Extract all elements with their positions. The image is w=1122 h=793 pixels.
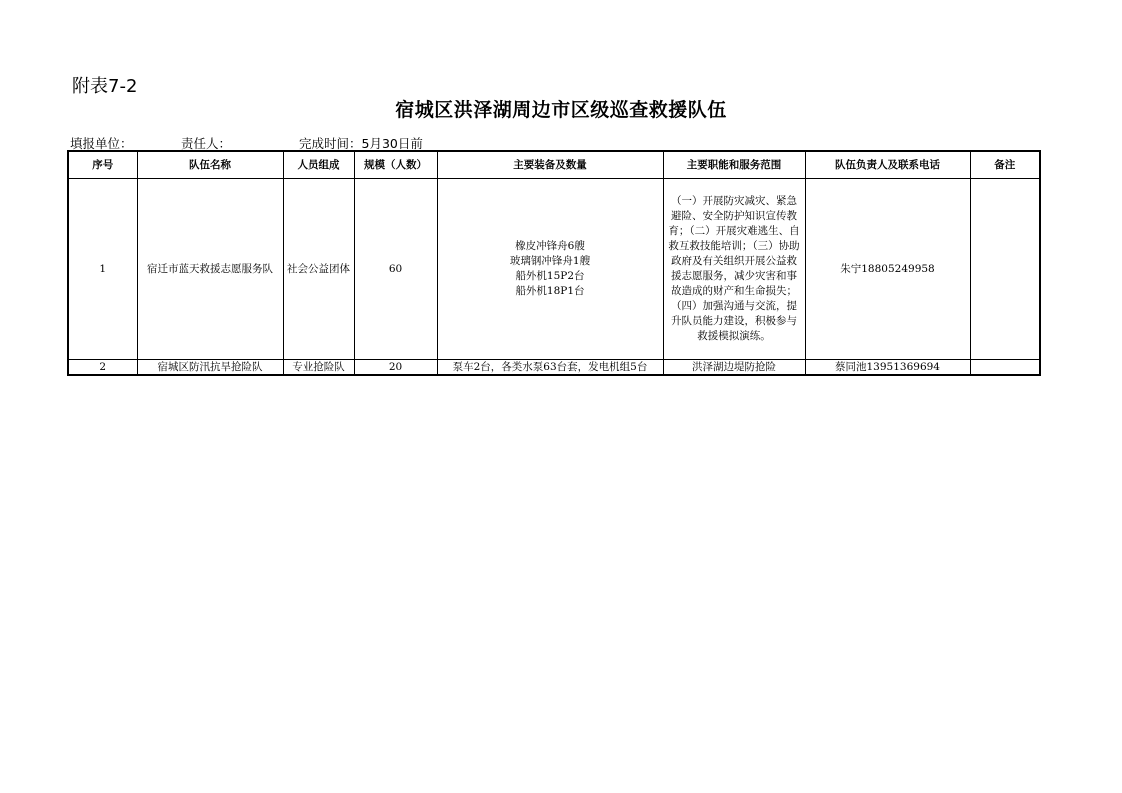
cell-remarks bbox=[970, 360, 1040, 376]
cell-equipment bbox=[437, 179, 663, 360]
column-header-scale: 规模（人数） bbox=[354, 151, 437, 179]
cell-leader-contact: 蔡同池13951369694 bbox=[805, 360, 970, 376]
equipment-item: 橡皮冲锋舟6艘 bbox=[515, 240, 585, 252]
completion-time-label: 完成时间：5月30日前 bbox=[299, 136, 423, 151]
cell-remarks bbox=[970, 179, 1040, 360]
column-header-leader-contact: 队伍负责人及联系电话 bbox=[805, 151, 970, 179]
cell-leader-contact: 朱宁18805249958 bbox=[805, 179, 970, 360]
equipment-item: 玻璃钢冲锋舟1艘 bbox=[509, 255, 591, 267]
fill-unit-label: 填报单位： bbox=[70, 136, 133, 151]
column-header-composition: 人员组成 bbox=[283, 151, 354, 179]
table-header-row bbox=[68, 151, 1040, 179]
rescue-team-table bbox=[67, 150, 1041, 376]
equipment-item: 船外机15P2台 bbox=[515, 270, 585, 282]
cell-scope: （一）开展防灾减灾、紧急避险、安全防护知识宣传教育；（二）开展灾难逃生、自救互救技能培训；（三）协助政府及有关组织开展公益救援志愿服务，减少灾害和事故造成的财产和生命损失；（四）加强沟通与交流，提升队员能力建设，积极参与救援模拟演练。 bbox=[663, 179, 805, 360]
column-header-remarks: 备注 bbox=[970, 151, 1040, 179]
column-header-equipment: 主要装备及数量 bbox=[437, 151, 663, 179]
cell-composition: 社会公益团体 bbox=[283, 179, 354, 360]
cell-scale: 60 bbox=[354, 179, 437, 360]
table-row bbox=[68, 360, 1040, 376]
cell-no: 2 bbox=[68, 360, 137, 376]
responsible-person-label: 责任人： bbox=[181, 136, 232, 151]
cell-equipment: 泵车2台，各类水泵63台套，发电机组5台 bbox=[437, 360, 663, 376]
cell-team-name: 宿迁市蓝天救援志愿服务队 bbox=[137, 179, 283, 360]
table-row bbox=[68, 179, 1040, 360]
cell-scale: 20 bbox=[354, 360, 437, 376]
document-title: 宿城区洪泽湖周边市区级巡查救援队伍 bbox=[395, 99, 727, 121]
column-header-scope: 主要职能和服务范围 bbox=[663, 151, 805, 179]
cell-no: 1 bbox=[68, 179, 137, 360]
equipment-item: 船外机18P1台 bbox=[515, 285, 585, 297]
cell-team-name: 宿城区防汛抗旱抢险队 bbox=[137, 360, 283, 376]
cell-scope: 洪泽湖边堤防抢险 bbox=[663, 360, 805, 376]
cell-composition: 专业抢险队 bbox=[283, 360, 354, 376]
column-header-no: 序号 bbox=[68, 151, 137, 179]
attachment-label: 附表7-2 bbox=[72, 76, 138, 97]
column-header-team-name: 队伍名称 bbox=[137, 151, 283, 179]
